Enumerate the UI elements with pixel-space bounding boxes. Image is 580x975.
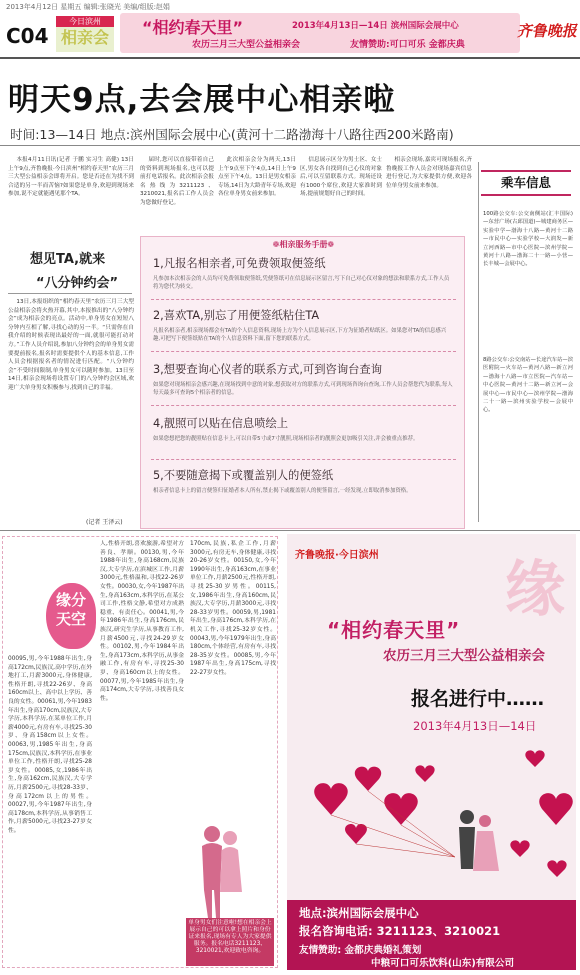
handbook-item-heading: 1,凡报名相亲者,可免费领取便签纸 bbox=[153, 257, 326, 270]
masthead-date: 2013年4月13日—14日 滨州国际会展中心 bbox=[292, 21, 459, 31]
poster-yuan-character: 缘 bbox=[505, 555, 565, 625]
divider bbox=[151, 459, 456, 460]
divider bbox=[0, 530, 580, 531]
bus-route: 8路公交车:公交南站—长途汽车站—滨医附院—火车站—黄河八路—新立河—渤海十八路—市立医院—汽车站—中心医院—黄河十二路—新立河—会展中心—市民中心—滨州学院—渤海二十一路—滨州实验学校—会展中心。 bbox=[483, 357, 573, 414]
poster-logo: 齐鲁晚报·今日滨州 bbox=[295, 550, 379, 561]
handbook-item-heading: 4,靓照可以贴在信息喷绘上 bbox=[153, 417, 289, 430]
page-meta: 2013年4月12日 星期五 编辑:张晓光 美编/组版:赵娟 bbox=[6, 3, 170, 11]
article-column: 相亲会现场,嘉宾可现场报名,齐鲁晚报工作人员会对现场嘉宾信息进行登记,为大家提供方便,欢迎各位单身男女前来参加。 bbox=[386, 157, 472, 189]
poster-sponsor: 友情赞助: 金都庆典婚礼策划 bbox=[299, 945, 422, 956]
ads-column: 00095,男,今年1988年出生,身高172cm,民族汉,高中学历,在外地打工,月薪3000元,身体健康,性格开朗,寻找22-26岁、身高160cm以上、高中以上学历、善良的女性。00061,男,今年1983年出生,身高170cm,民族汉,大专学历,本科学历,在某单位工作,月薪4000元,有房有车,寻找25-30岁、身高158cm以上女性。00063,男,1985年出生,身高175cm,民族汉,本科学历,在事业单位工作,性格开朗,寻找25-28岁女性。00085,女,1986年出生,身高162cm,民族汉,大专学历,月薪2500元,寻找28-33岁、身高172cm以上的男性。00027,男,今年1987年出生,身高178cm,本科学历,从事销售工作,月薪5000元,寻找23-27岁女性。 bbox=[8, 656, 92, 834]
notice-box: 单身男女们注意啦!想在相亲会上展示自己的可以拿上照片和身份证来报名,现场有专人为大家提供服务。报名电话3211123、3210021,欢迎致电咨询。 bbox=[186, 918, 274, 966]
poster-sponsor: 中粮可口可乐饮料(山东)有限公司 bbox=[371, 958, 515, 969]
handbook-item-body: 相亲者信息卡上的留言便签归征婚者本人所有,禁止揭下或覆盖别人的便签留言,一经发现,立即取消参加资格。 bbox=[153, 488, 412, 494]
headline: 明天9点,去会展中心相亲啦 bbox=[8, 82, 396, 118]
event-poster bbox=[287, 534, 576, 970]
handbook-item-heading: 3,想要查询心仪者的联系方式,可到咨询台查询 bbox=[153, 363, 383, 376]
handbook-item-heading: 5,不要随意揭下或覆盖别人的便签纸 bbox=[153, 469, 334, 482]
masthead-sponsor: 友情赞助:可口可乐 金都庆典 bbox=[350, 40, 465, 50]
poster-registration: 报名进行中…… bbox=[411, 688, 545, 710]
divider bbox=[151, 351, 456, 352]
article-column: 本报4月11日讯(记者 于鹏 实习生 高健) 13日上午9点,齐鲁晚报·今日滨州“相约春天里”农历三月三大型公益相亲会即将开启。您是否还在为找不到合适的另一半而苦恼?如果您是单身,欢迎到现场来参加,说不定就能遇见那个TA。 bbox=[8, 157, 134, 198]
handbook-item-body: 凡参加本次相亲会的人员均可免费领取便签纸,凭便签纸可在信息展示区留言,写下自己对心仪对象的想法和联系方式,工作人员将为您代为转交。 bbox=[153, 276, 450, 290]
divider bbox=[151, 299, 456, 300]
ads-column: 人,性格开朗,喜欢旅游,希望对方善良、孝顺。00130,男,今年1988年出生,身高168cm,民族汉,大专学历,在滨城区工作,月薪3000元,性格温和,寻找22-26岁女性。00030,女,今年1987年出生,身高163cm,本科学历,在某公司工作,性格文静,希望对方成熟稳重、有责任心。00041,男,今年1986年出生,身高176cm,民族汉,研究生学历,从事教育工作,月薪4500元,寻找24-29岁女性。00102,男,今年1984年出生,身高173cm,本科学历,从事金融工作,有房有车,寻找25-30岁、身高160cm以上的女性。00077,男,今年1985年出生,身高174cm,大专学历,寻找善良女性。 bbox=[100, 541, 184, 702]
service-handbook bbox=[140, 236, 465, 529]
ads-column: 170cm,民族,私企工作,月薪3000元,有房无车,身体健康,寻找20-26岁女性。00150,女,今年1990年出生,身高163cm,在事业单位工作,月薪2500元,性格开朗,寻找25-30岁男性。00115,女,1986年出生,身高160cm,民族汉,大专学历,月薪3000元,寻找28-33岁男性。00059,男,1981年出生,身高176cm,本科学历,在机关工作,寻找25-32岁女性。00043,男,今年1979年出生,身高180cm,个体经营,有房有车,寻找28-35岁女性。00085,男,今年1987年出生,身高175cm,寻找22-27岁女性。 bbox=[190, 541, 276, 676]
handbook-item-body: 如果您对现场相亲会感兴趣,在现场找到中意的对象,想获取对方的联系方式,可到现场咨询台查询,工作人员会帮您代为联系,每人每天最多可查询5个相亲者的信息。 bbox=[153, 382, 453, 396]
byline: (记者 王泽云) bbox=[86, 519, 123, 526]
section-label bbox=[56, 16, 114, 52]
masthead-subtitle: 农历三月三大型公益相亲会 bbox=[192, 40, 301, 50]
poster-phone: 报名咨询电话: 3211123、3210021 bbox=[299, 924, 501, 938]
newspaper-logo: 齐鲁晚报 bbox=[515, 22, 580, 40]
sidebar-title: “八分钟约会” bbox=[36, 276, 119, 291]
subheadline: 时间:13—14日 地点:滨州国际会展中心(黄河十二路渤海十八路往西200米路南) bbox=[10, 127, 454, 142]
handbook-item-body: 如果您想把您的靓照贴在信息卡上,可以自带5寸或7寸靓照,现场相亲者的靓照会更加吸引关注,并会被重点推荐。 bbox=[153, 436, 419, 442]
fate-badge: 缘分 天空 bbox=[46, 583, 96, 649]
poster-venue: 地点:滨州国际会展中心 bbox=[299, 906, 419, 920]
couple-silhouette-icon bbox=[190, 820, 250, 920]
page-code: C04 bbox=[6, 24, 49, 48]
section-top: 今日滨州 bbox=[56, 16, 114, 27]
article-column: 此次相亲会分为两天,13日上午9点至下午4点,14日上午9点至下午4点。13日是男女相亲专场,14日为大龄青年专场,欢迎各位单身男女前来参加。 bbox=[218, 157, 296, 198]
bus-info-sidebar bbox=[478, 162, 574, 522]
sidebar-title: 想见TA,就来 bbox=[30, 252, 106, 267]
heart-balloons-icon bbox=[287, 739, 576, 899]
bus-info-title: 乘车信息 bbox=[481, 170, 571, 196]
masthead-title: “相约春天里” bbox=[142, 18, 244, 37]
article-column: 13日,本报组织的“相约春天里”农历三月三大型公益相亲会将火热开幕,其中,本报推出的“八分钟约会”成为相亲会的亮点。活动中,单身男女在短短八分钟内互相了解,寻找心动的另一半。“只需你在自我介绍的时候表现出最好的一面,就很可能打动对方。”工作人员介绍说,参加八分钟约会的单身男女需要提前报名,报名时需要提供个人的基本信息,工作人员会根据报名者的情况进行匹配。“八分钟约会”不受时间限制,单身男女可以随时参加。13日至14日,相亲会现场将设置专门的八分钟约会区域,欢迎广大单身男女积极参与,找到自己的幸福。 bbox=[8, 299, 134, 391]
handbook-item-heading: 2,喜欢TA,别忘了用便签纸粘住TA bbox=[153, 309, 320, 322]
section-name: 相亲会 bbox=[60, 28, 109, 47]
divider bbox=[0, 145, 580, 146]
poster-subtitle: 农历三月三大型公益相亲会 bbox=[383, 648, 545, 664]
poster-date: 2013年4月13日—14日 bbox=[413, 719, 537, 733]
handbook-item-body: 凡报名相亲者,相亲现场都会有TA的个人信息资料,现场上方为个人信息展示区,下方为征婚者贴纸区。如果您对TA的信息感兴趣,可把写下便签纸贴在TA的个人信息资料下面,留下您的联系方式。 bbox=[153, 328, 447, 342]
divider bbox=[8, 293, 132, 294]
handbook-title: ❁相亲服务手册❁ bbox=[272, 240, 335, 249]
masthead bbox=[0, 10, 580, 56]
divider bbox=[151, 405, 456, 406]
article-column: 信息展示区分为男士区、女士区,男女各自找到自己心仪的对象后,可以互留联系方式。现场还设有1000个席位,欢迎大家准时到场,提前规划好自己的时间。 bbox=[300, 157, 382, 198]
poster-title: “相约春天里” bbox=[327, 618, 461, 642]
bus-route: 100路公交车:公交南侧站(汇丰国际)—东营广场(古邱国道)—城建商务区—实验中学—渤海十八路—黄河十二路—市民中心—实验学校—大润发—新立河西路—市中心医院—滨州学院—黄河十八路—渤海二十一路—小营—长丰城—会展中心。 bbox=[483, 211, 573, 268]
article-column: 届时,您可以直接带着自己的资料到现场报名,也可以提前打电话报名。此次相亲会报名热线为3211123、3210021,报名后工作人员会为您做好登记。 bbox=[140, 157, 214, 206]
divider bbox=[0, 57, 580, 59]
